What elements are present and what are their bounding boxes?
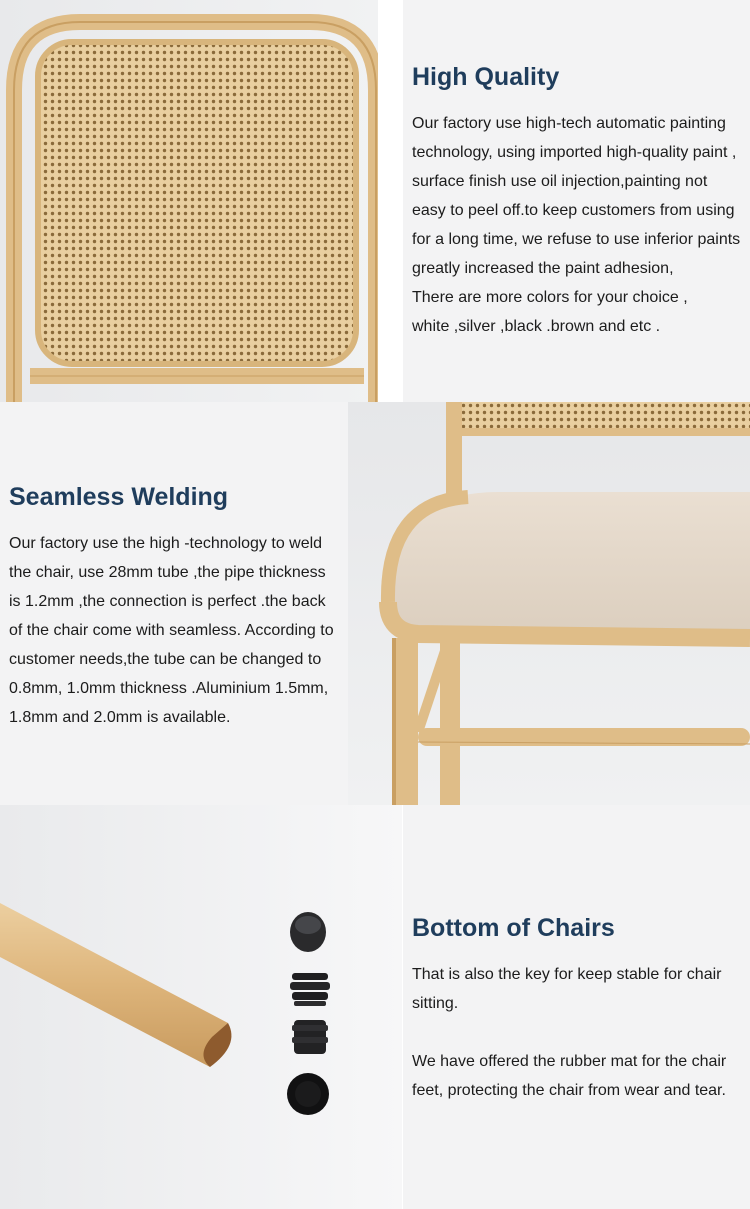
chair-back-rattan-photo <box>0 0 378 402</box>
rubber-cap-round <box>290 912 326 952</box>
high-quality-heading: High Quality <box>412 63 560 91</box>
body-line: That is also the key for keep stable for chair <box>412 966 722 983</box>
chair-seat-welding-photo <box>348 402 750 805</box>
chair-foot-and-rubber-caps-photo <box>0 805 402 1209</box>
rubber-cap-disc <box>287 1073 329 1115</box>
body-line: We have offered the rubber mat for the chair <box>412 1053 727 1070</box>
body-line: feet, protecting the chair from wear and tear. <box>412 1082 726 1099</box>
body-line: for a long time, we refuse to use inferior paints <box>412 231 741 248</box>
body-line: is 1.2mm ,the connection is perfect .the back <box>9 593 326 610</box>
rubber-cap-plug <box>292 1020 328 1054</box>
section-bottom-of-chairs <box>0 805 750 1209</box>
bottom-of-chairs-body <box>412 960 750 1105</box>
body-line: surface finish use oil injection,painting not <box>412 173 708 190</box>
body-line: the chair, use 28mm tube ,the pipe thickness <box>9 564 326 581</box>
body-line: greatly increased the paint adhesion, <box>412 260 674 277</box>
body-line: Our factory use the high -technology to weld <box>9 535 323 552</box>
body-line: There are more colors for your choice , <box>412 289 688 306</box>
body-line: customer needs,the tube can be changed to <box>9 651 322 668</box>
body-line: white ,silver ,black .brown and etc . <box>412 318 661 335</box>
body-line: technology, using imported high-quality paint , <box>412 144 737 161</box>
seamless-welding-body <box>9 529 348 732</box>
body-line: 0.8mm, 1.0mm thickness .Aluminium 1.5mm, <box>9 680 329 697</box>
rubber-cap-ribbed <box>290 973 330 1006</box>
high-quality-text-panel <box>403 0 750 402</box>
body-line: Our factory use high-tech automatic painting <box>412 115 726 132</box>
seamless-welding-text-panel <box>0 402 348 805</box>
seamless-welding-heading: Seamless Welding <box>9 483 229 511</box>
section-high-quality <box>0 0 750 402</box>
body-line: sitting. <box>412 995 459 1012</box>
bottom-of-chairs-heading: Bottom of Chairs <box>412 914 615 942</box>
section-seamless-welding <box>0 402 750 805</box>
high-quality-body <box>412 109 750 341</box>
body-line: of the chair come with seamless. According to <box>9 622 334 639</box>
bottom-of-chairs-text-panel <box>403 805 750 1209</box>
body-line-spacer <box>412 1018 750 1047</box>
body-line: 1.8mm and 2.0mm is available. <box>9 709 231 726</box>
body-line: easy to peel off.to keep customers from using <box>412 202 735 219</box>
